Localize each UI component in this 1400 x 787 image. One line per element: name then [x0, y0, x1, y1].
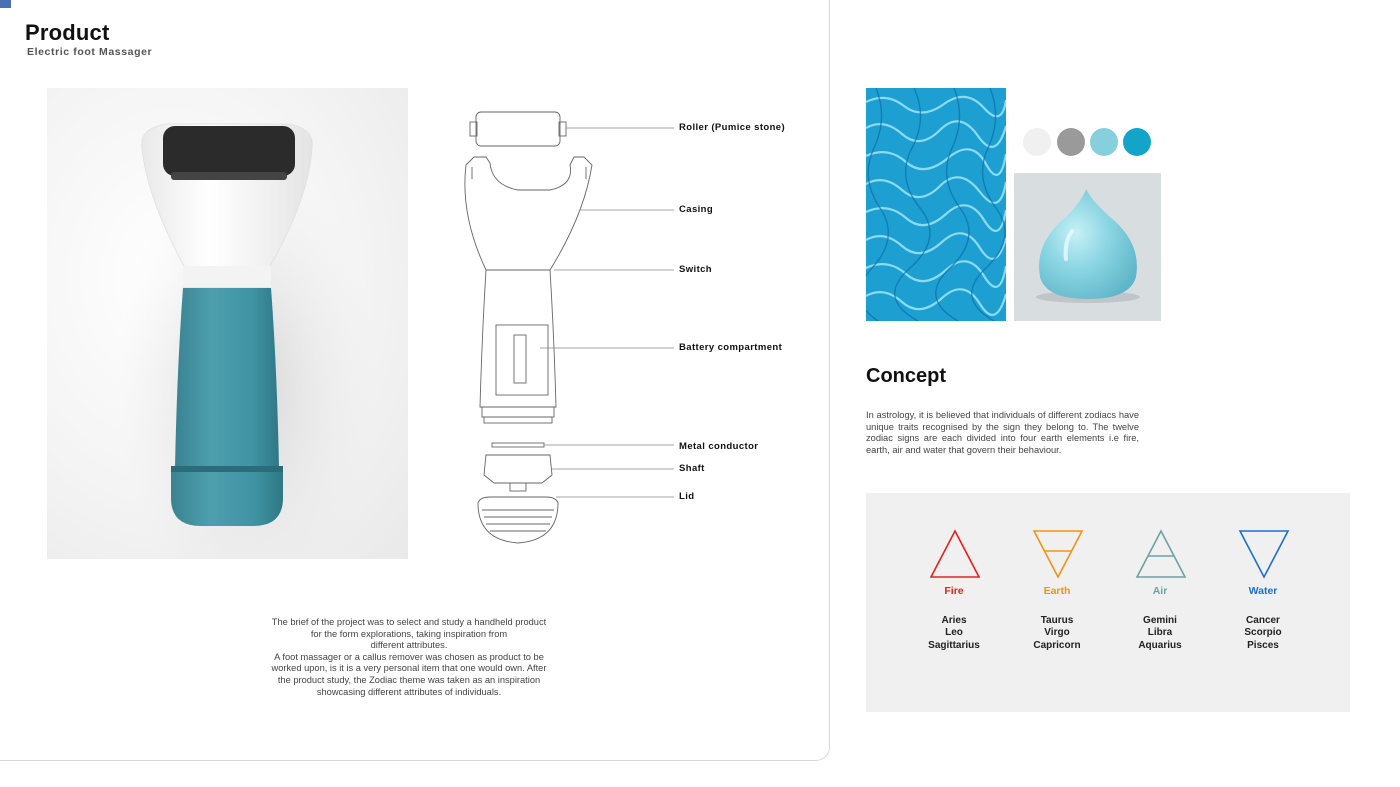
page-subtitle: Electric foot Massager: [27, 46, 153, 58]
zodiac-sign: Cancer: [1246, 615, 1280, 626]
element-name: Earth: [1043, 585, 1071, 597]
element-signs: [1105, 615, 1215, 652]
label-roller: Roller (Pumice stone): [679, 122, 786, 133]
element-name: Water: [1248, 585, 1278, 597]
element-signs: [1002, 615, 1112, 652]
swatch-light-blue: [1090, 128, 1118, 156]
air-triangle-icon: [1135, 529, 1187, 579]
element-earth: [1002, 493, 1112, 712]
brief-line: for the form explorations, taking inspiration from: [310, 628, 508, 639]
product-photo: [47, 88, 408, 559]
swatch-gray: [1057, 128, 1085, 156]
element-fire: [899, 493, 1009, 712]
zodiac-sign: Aries: [941, 615, 967, 626]
brief-line: worked upon, is it is a very personal item that one would own. After: [271, 663, 547, 674]
label-switch: Switch: [679, 264, 713, 275]
zodiac-elements-panel: [866, 493, 1350, 712]
zodiac-sign: Capricorn: [1033, 639, 1081, 651]
concept-heading: Concept: [866, 365, 946, 387]
label-battery-compartment: Battery compartment: [679, 342, 783, 353]
element-name: Fire: [944, 585, 964, 597]
foot-massager-illustration: [47, 88, 408, 559]
swatch-light-gray: [1023, 128, 1051, 156]
brief-line: The brief of the project was to select and study a handheld product: [271, 617, 547, 627]
label-lid: Lid: [679, 491, 695, 502]
label-shaft: Shaft: [679, 463, 705, 474]
zodiac-sign: Leo: [945, 627, 963, 639]
brief-line: showcasing different attributes of individuals.: [316, 686, 502, 697]
element-air: [1105, 493, 1215, 712]
zodiac-sign: Virgo: [1044, 627, 1070, 639]
label-metal-conductor: Metal conductor: [679, 441, 759, 452]
zodiac-sign: Scorpio: [1244, 627, 1282, 639]
brief-line: different attributes.: [370, 640, 448, 651]
concept-text: In astrology, it is believed that individuals of different zodiacs have unique traits recognised by the sign they belong to. The twelve zodiac signs are each divided into four earth elements i.e fire, earth, air and water that govern their behaviour.: [866, 410, 1139, 455]
water-mood-image: [866, 88, 1006, 321]
earth-triangle-icon: [1032, 529, 1084, 579]
brief-line: the product study, the Zodiac theme was taken as an inspiration: [277, 674, 541, 685]
zodiac-sign: Sagittarius: [928, 639, 980, 651]
element-name: Air: [1152, 585, 1168, 597]
zodiac-sign: Gemini: [1143, 615, 1177, 626]
exploded-diagram: [420, 95, 820, 565]
zodiac-sign: Aquarius: [1138, 639, 1182, 651]
fire-triangle-icon: [929, 529, 981, 579]
exploded-view-drawing: [420, 95, 820, 565]
element-water: [1208, 493, 1318, 712]
vase-illustration: [1014, 173, 1161, 321]
brief-line: A foot massager or a callus remover was chosen as product to be: [274, 651, 544, 662]
swatch-blue: [1123, 128, 1151, 156]
vase-mood-image: [1014, 173, 1161, 321]
brief-text: [250, 617, 568, 698]
element-signs: [899, 615, 1009, 652]
zodiac-sign: Libra: [1147, 627, 1173, 639]
color-palette: [1023, 128, 1163, 156]
water-triangle-icon: [1238, 529, 1290, 579]
page-title: Product: [25, 20, 110, 45]
water-pattern: [866, 88, 1006, 321]
zodiac-sign: Taurus: [1040, 615, 1074, 626]
element-signs: [1208, 615, 1318, 652]
label-casing: Casing: [679, 204, 714, 215]
zodiac-sign: Pisces: [1247, 639, 1279, 651]
